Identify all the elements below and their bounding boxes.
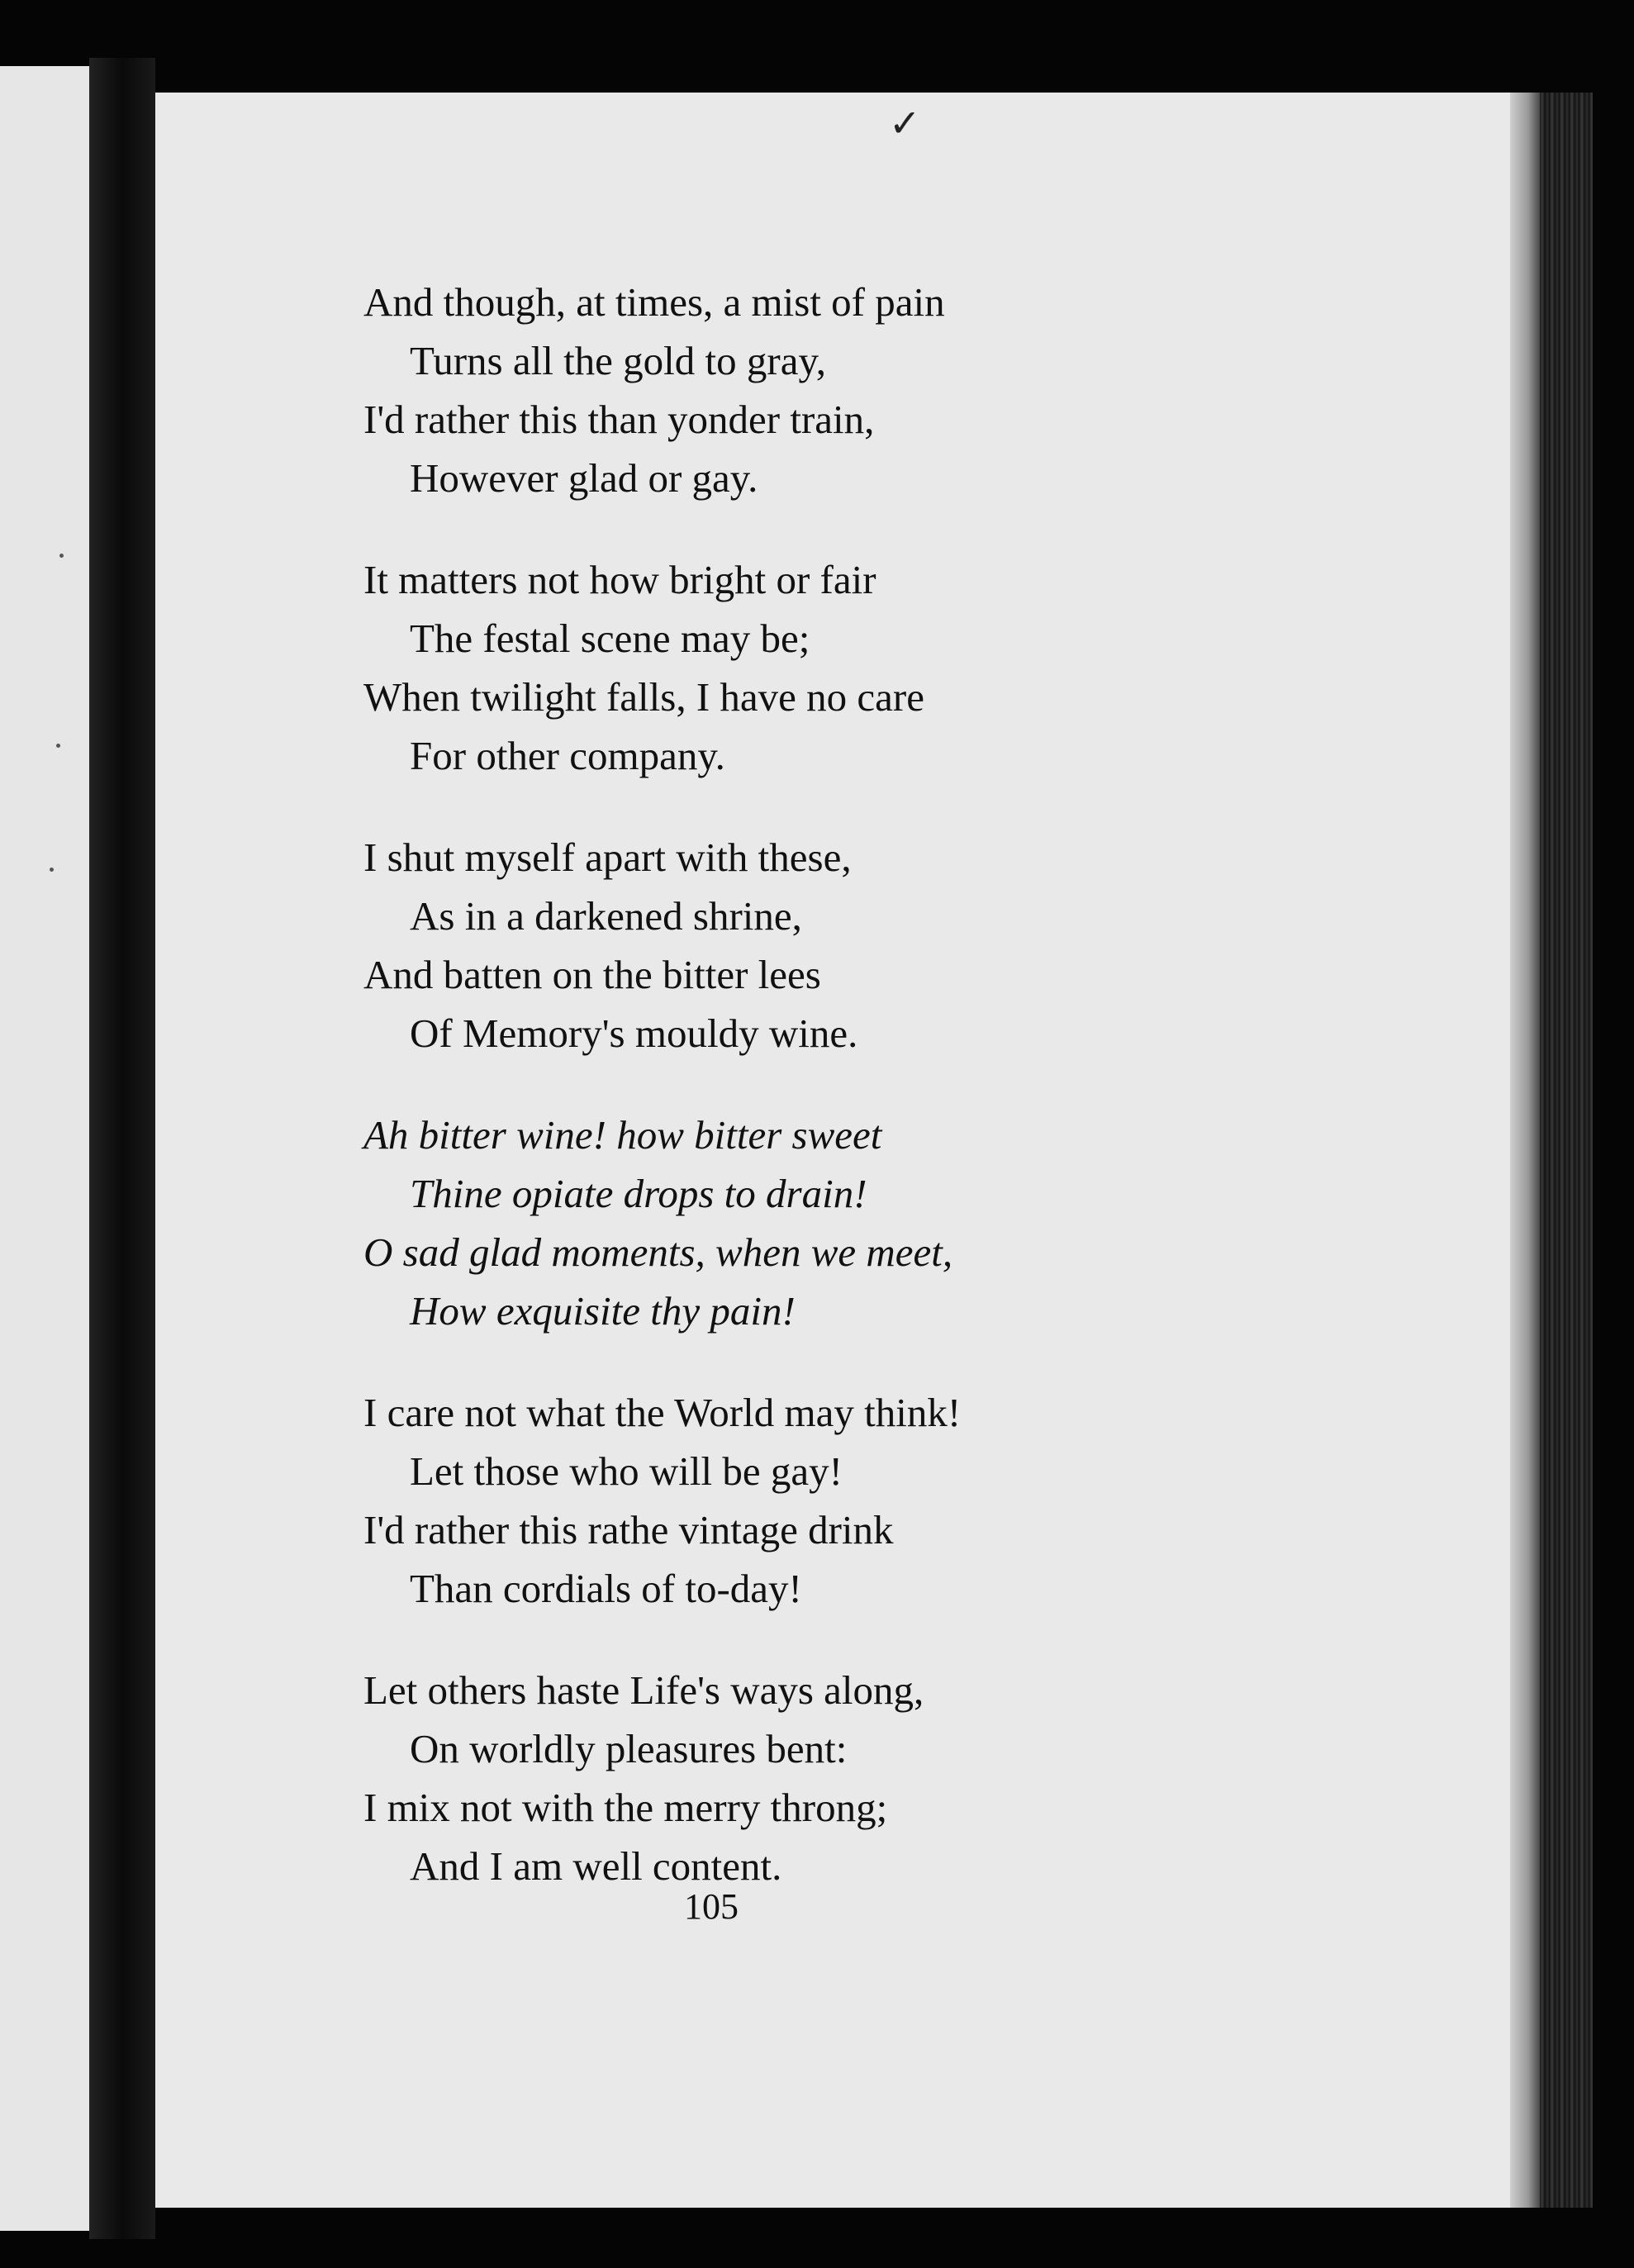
stanza	[363, 1661, 1223, 1895]
page-number: 105	[684, 1886, 739, 1927]
stanza	[363, 273, 1223, 507]
poem-line: Of Memory's mouldy wine.	[410, 1010, 858, 1056]
poem-line: Ah bitter wine! how bitter sweet	[363, 1112, 882, 1158]
page-speck	[59, 554, 64, 558]
poem-line: The festal scene may be;	[410, 616, 810, 661]
poem-line: I care not what the World may think!	[363, 1390, 962, 1435]
poem-line: However glad or gay.	[410, 455, 758, 501]
poem-line: O sad glad moments, when we meet,	[363, 1229, 953, 1275]
poem-line: Turns all the gold to gray,	[410, 338, 827, 383]
poem-line: I'd rather this rathe vintage drink	[363, 1507, 894, 1552]
page-edge-highlight	[1510, 93, 1540, 2208]
poem-line: I'd rather this than yonder train,	[363, 397, 875, 442]
tick-mark-icon: ✓	[889, 102, 921, 145]
page-speck	[50, 868, 54, 872]
poem-line: Thine opiate drops to drain!	[410, 1171, 867, 1216]
stanza-italic	[363, 1105, 1223, 1340]
poem-line: And though, at times, a mist of pain	[363, 279, 945, 325]
page-speck	[56, 744, 60, 748]
stanza	[363, 550, 1223, 785]
poem-line: For other company.	[410, 733, 725, 778]
poem-line: Let others haste Life's ways along,	[363, 1667, 924, 1713]
poem-line: It matters not how bright or fair	[363, 557, 876, 602]
poem-line: When twilight falls, I have no care	[363, 674, 924, 720]
poem-line: Than cordials of to-day!	[410, 1566, 802, 1611]
stanza	[363, 1383, 1223, 1618]
left-page	[0, 66, 89, 2231]
poem	[363, 273, 1223, 1938]
book-spine	[89, 58, 155, 2239]
poem-line: Let those who will be gay!	[410, 1448, 843, 1494]
poem-line: On worldly pleasures bent:	[410, 1726, 848, 1771]
poem-line: And batten on the bitter lees	[363, 952, 821, 997]
poem-line: I shut myself apart with these,	[363, 834, 852, 880]
poem-line: As in a darkened shrine,	[410, 893, 802, 939]
poem-line: And I am well content.	[410, 1843, 782, 1889]
poem-line: I mix not with the merry throng;	[363, 1785, 888, 1830]
stanza	[363, 828, 1223, 1063]
poem-line: How exquisite thy pain!	[410, 1288, 796, 1334]
